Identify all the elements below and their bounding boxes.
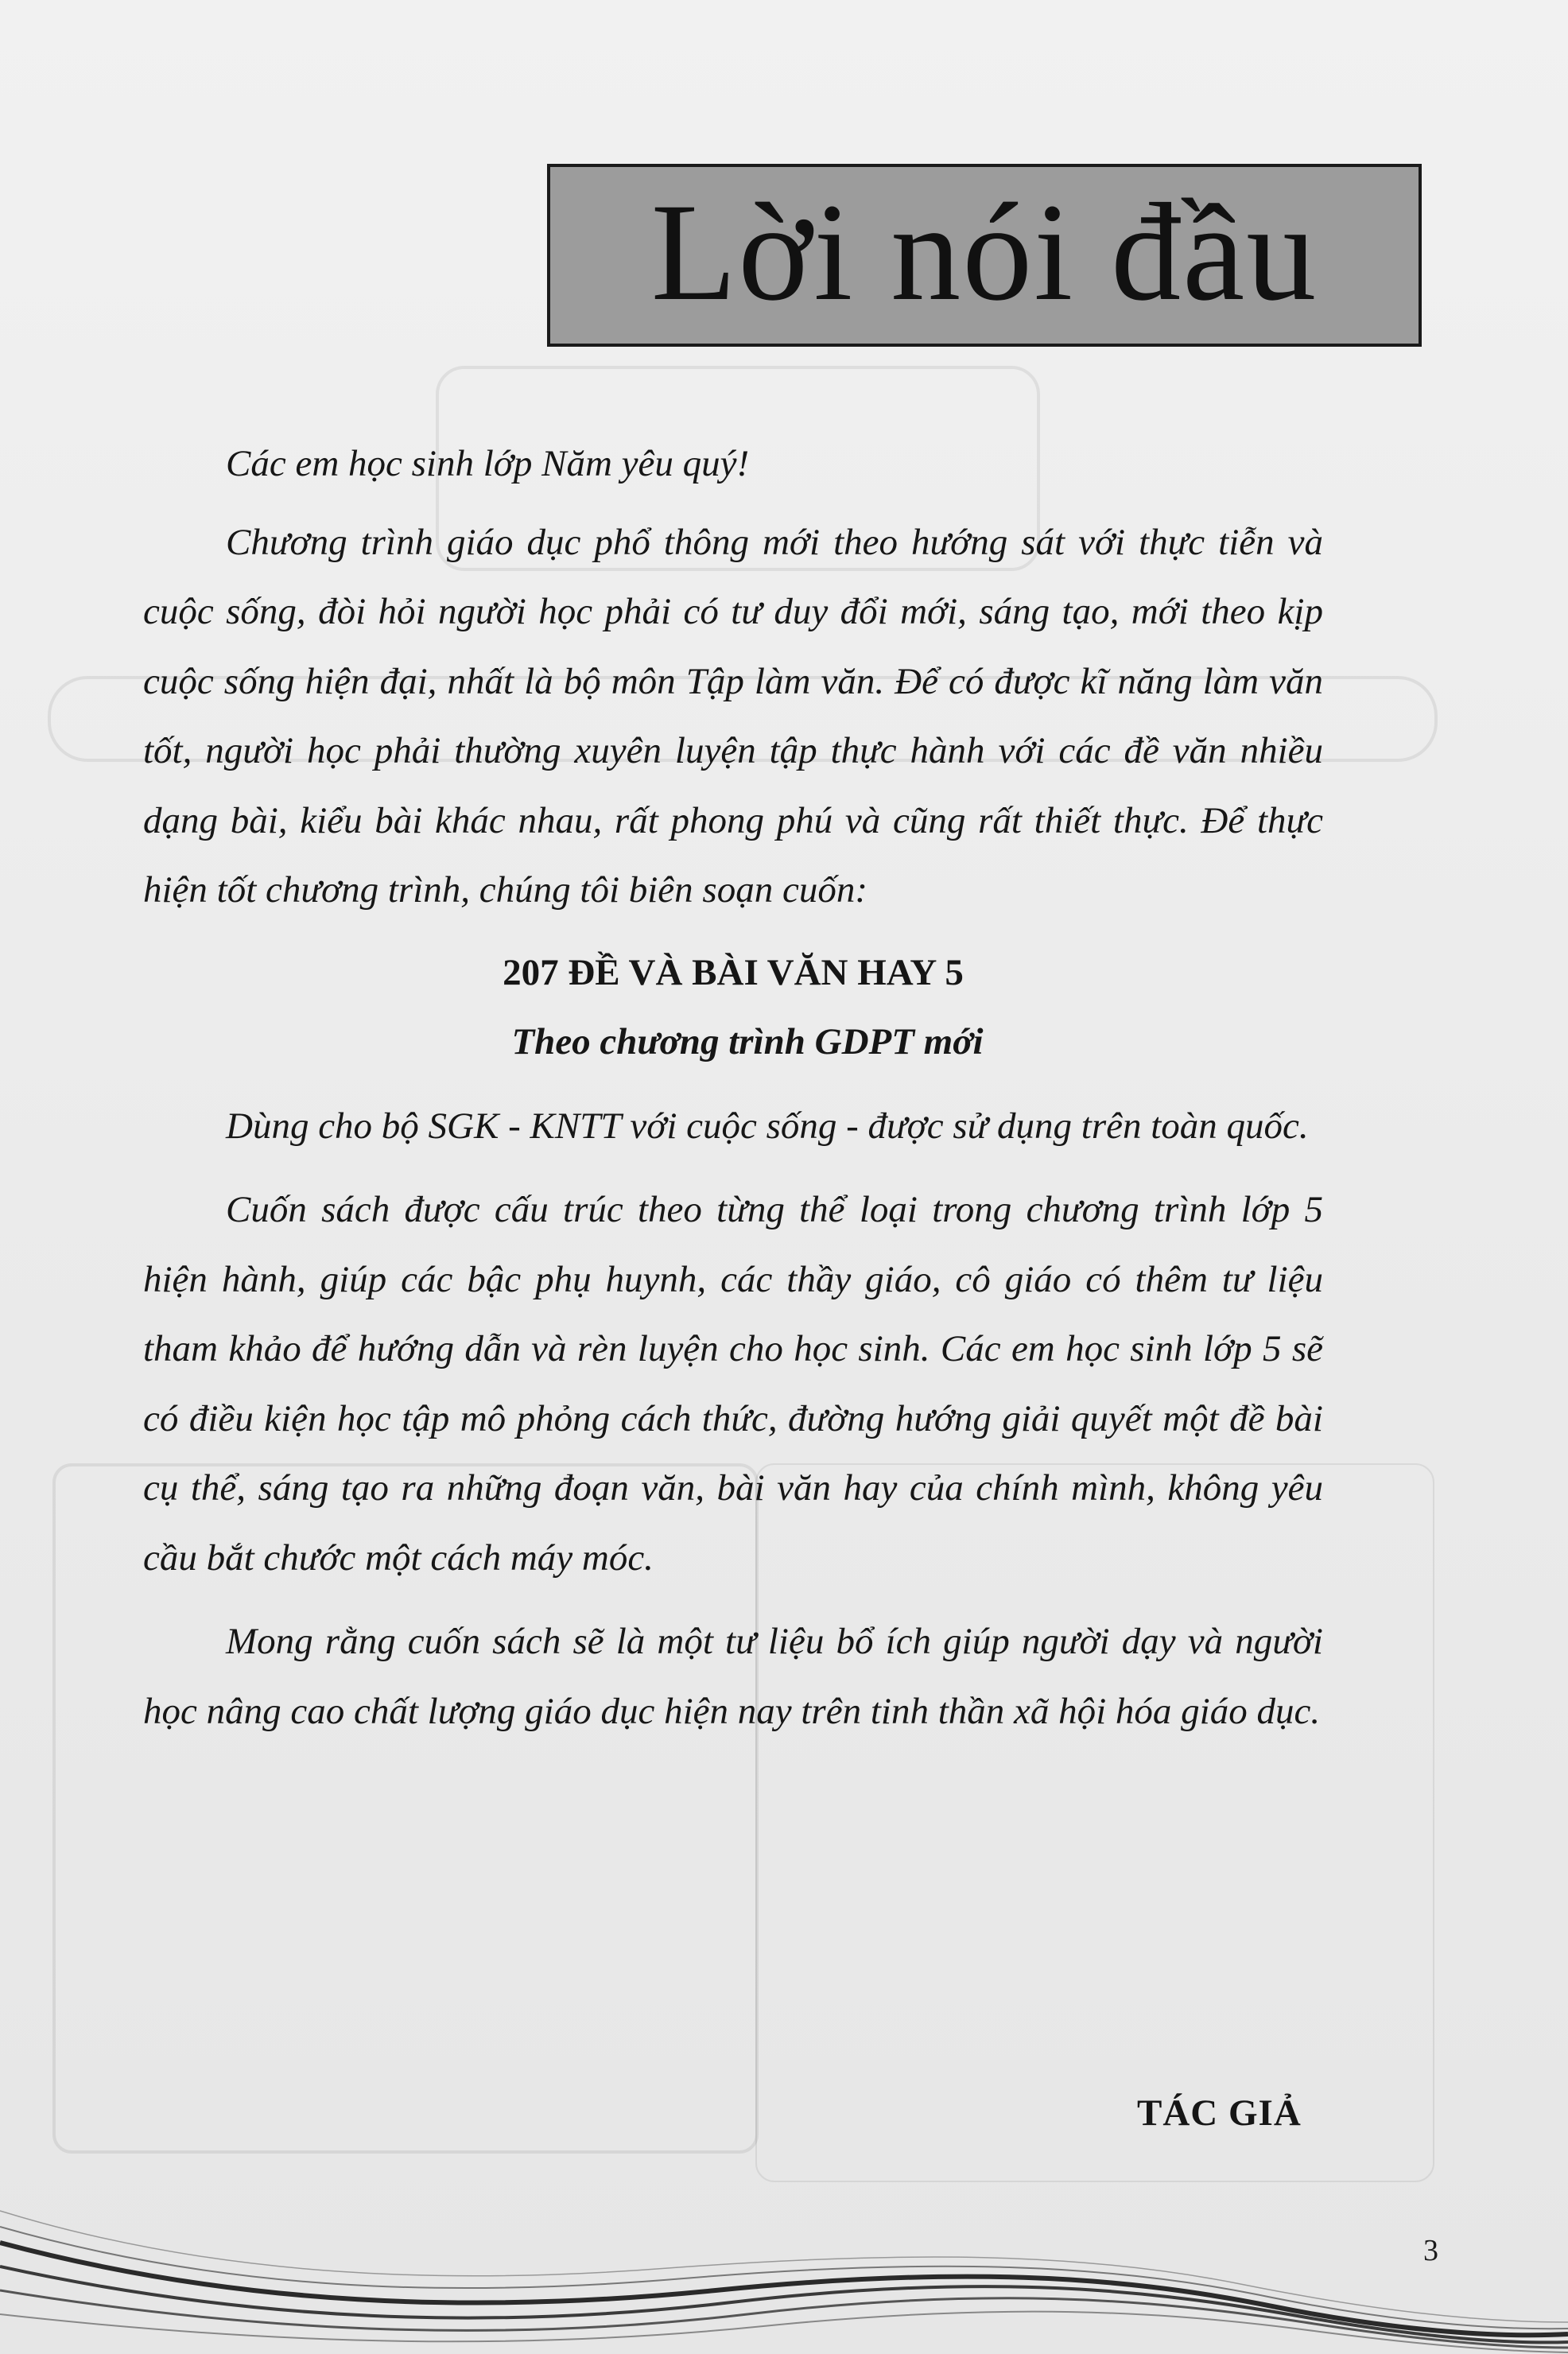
heading-box [547, 164, 1422, 347]
wave-line [0, 2267, 1568, 2342]
page-heading: Lời nói đầu [650, 175, 1318, 330]
author-signature: TÁC GIẢ [1137, 2092, 1302, 2134]
paragraph-gap [143, 1593, 1323, 1607]
book-subtitle: Theo chương trình GDPT mới [511, 1021, 984, 1062]
paragraph-4: Mong rằng cuốn sách sẽ là một tư liệu bổ ích giúp người dạy và người học nâng cao chất lượng giáo dục hiện nay trên tinh thần xã hội hóa giáo dục. [143, 1621, 1323, 1732]
paragraph-gap [143, 1161, 1323, 1175]
page-number: 3 [1423, 2234, 1438, 2267]
wave-line [0, 2227, 1568, 2329]
preface-body [143, 429, 1323, 1746]
decorative-wave-footer [0, 2195, 1568, 2354]
greeting-line: Các em học sinh lớp Năm yêu quý! [226, 443, 750, 484]
paragraph-1: Chương trình giáo dục phổ thông mới theo hướng sát với thực tiễn và cuộc sống, đòi hỏi người học phải có tư duy đổi mới, sáng tạo, mới theo kịp cuộc sống hiện đại, nhất là bộ môn Tập làm văn. Để có được kĩ năng làm văn tốt, người học phải thường xuyên luyện tập thực hành với các đề văn nhiều dạng bài, kiểu bài khác nhau, rất phong phú và cũng rất thiết thực. Để thực hiện tốt chương trình, chúng tôi biên soạn cuốn: [143, 521, 1323, 911]
paragraph-2: Dùng cho bộ SGK - KNTT với cuộc sống - được sử dụng trên toàn quốc. [226, 1105, 1309, 1147]
paragraph-3: Cuốn sách được cấu trúc theo từng thể loại trong chương trình lớp 5 hiện hành, giúp các bậc phụ huynh, các thầy giáo, cô giáo có thêm tư liệu tham khảo để hướng dẫn và rèn luyện cho học sinh. Các em học sinh lớp 5 sẽ có điều kiện học tập mô phỏng cách thức, đường hướng giải quyết một đề bài cụ thể, sáng tạo ra những đoạn văn, bài văn hay của chính mình, không yêu cầu bắt chước một cách máy móc. [143, 1189, 1323, 1579]
book-title: 207 ĐỀ VÀ BÀI VĂN HAY 5 [503, 951, 964, 993]
